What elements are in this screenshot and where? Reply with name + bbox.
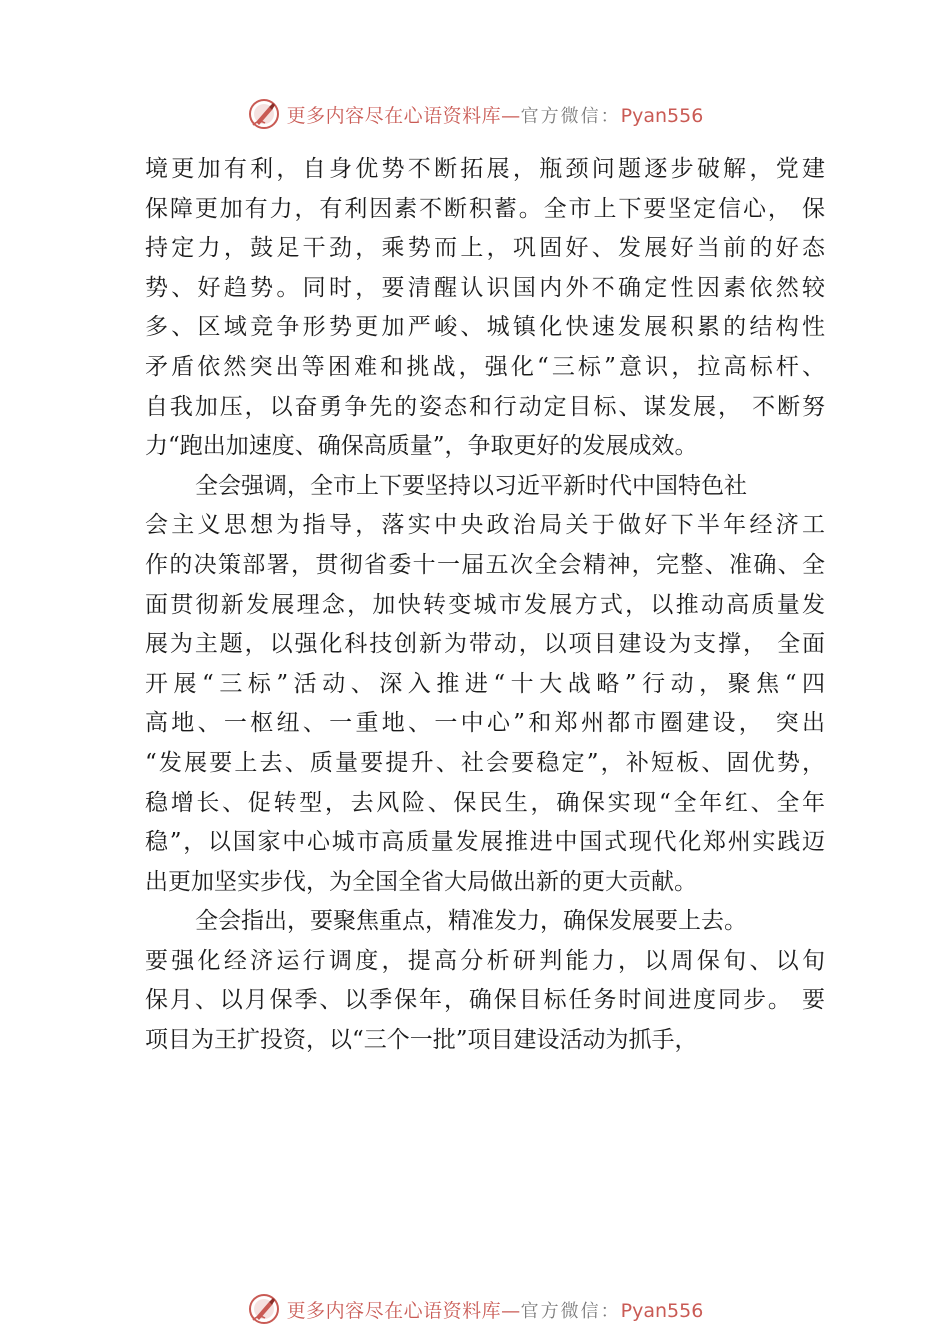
watermark-wechat-label: 官方微信：	[520, 105, 621, 127]
text-line: 自我加压，以奋勇争先的姿态和行动定目标、谋发展， 不断努	[145, 393, 825, 420]
text-line: 多、区域竞争形势更加严峻、城镇化快速发展积累的结构性	[145, 314, 825, 341]
text-line: 全会强调，全市上下要坚持以习近平新时代中国特色社	[195, 472, 747, 499]
text-line: 持定力，鼓足干劲，乘势而上，巩固好、发展好当前的好态	[145, 235, 825, 262]
text-line: 境更加有利，自身优势不断拓展，瓶颈问题逐步破解，党建	[145, 156, 825, 182]
document-body	[145, 150, 825, 1061]
paragraph-2	[145, 467, 825, 903]
pen-seal-icon	[247, 1292, 281, 1326]
watermark-wechat-id: Pyan556	[620, 1299, 704, 1322]
text-line: 开展“三标”活动、深入推进“十大战略”行动，聚焦“四	[145, 670, 825, 697]
watermark-text	[287, 101, 704, 128]
pen-seal-icon	[247, 97, 281, 131]
text-line: 力“跑出加速度、确保高质量”，争取更好的发展成效。	[145, 433, 698, 460]
paragraph-3	[145, 902, 825, 1060]
watermark-main: 更多内容尽在心语资料库—	[286, 104, 521, 127]
text-line: 势、好趋势。同时，要清醒认识国内外不确定性因素依然较	[145, 274, 825, 301]
text-line: “发展要上去、质量要提升、社会要稳定”，补短板、固优势，	[145, 749, 825, 776]
text-line: 会主义思想为指导，落实中央政治局关于做好下半年经济工	[145, 512, 825, 539]
text-line: 出更加坚实步伐，为全国全省大局做出新的更大贡献。	[145, 868, 697, 895]
header-watermark	[0, 94, 950, 134]
text-line: 展为主题，以强化科技创新为带动，以项目建设为支撑， 全面	[145, 631, 825, 658]
watermark-main: 更多内容尽在心语资料库—	[286, 1299, 521, 1322]
text-line: 面贯彻新发展理念，加快转变城市发展方式，以推动高质量发	[145, 591, 825, 618]
text-line: 项目为王扩投资，以“三个一批”项目建设活动为抓手，	[145, 1027, 698, 1054]
text-line: 矛盾依然突出等困难和挑战，强化“三标”意识，拉高标杆、	[145, 353, 825, 380]
watermark-wechat-label: 官方微信：	[520, 1300, 621, 1322]
text-line: 作的决策部署，贯彻省委十一届五次全会精神，完整、准确、全	[145, 551, 825, 578]
text-line: 要强化经济运行调度，提高分析研判能力，以周保旬、以旬	[145, 947, 825, 974]
watermark-wechat-id: Pyan556	[620, 104, 704, 127]
text-line: 保月、以月保季、以季保年，确保目标任务时间进度同步。 要	[145, 987, 825, 1014]
text-line: 全会指出，要聚焦重点，精准发力，确保发展要上去。	[195, 908, 747, 935]
text-line: 高地、一枢纽、一重地、一中心”和郑州都市圈建设， 突出	[145, 710, 825, 737]
text-line: 稳”，以国家中心城市高质量发展推进中国式现代化郑州实践迈	[145, 829, 825, 856]
text-line: 保障更加有力，有利因素不断积蓄。全市上下要坚定信心， 保	[145, 195, 825, 222]
text-line: 稳增长、促转型，去风险、保民生，确保实现“全年红、全年	[145, 789, 825, 816]
footer-watermark	[0, 1289, 950, 1329]
watermark-text	[287, 1296, 704, 1323]
paragraph-1	[145, 150, 825, 467]
